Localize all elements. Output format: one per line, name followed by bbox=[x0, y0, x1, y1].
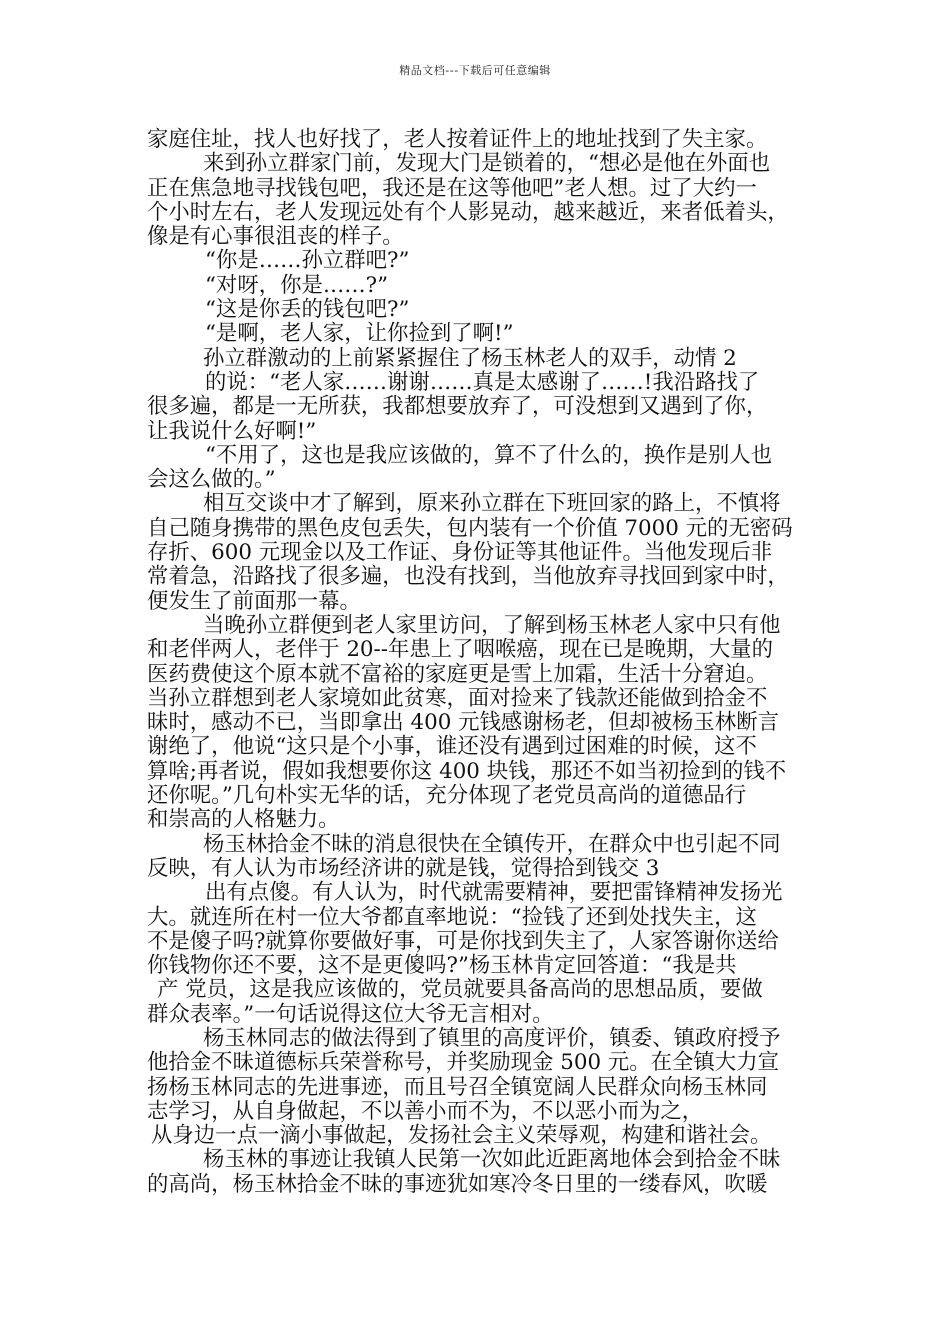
text-line: 当晚孙立群便到老人家里访问，了解到杨玉林老人家中只有他 bbox=[203, 612, 781, 638]
text-line: 便发生了前面那一幕。 bbox=[147, 588, 361, 614]
text-line: 昧时，感动不已，当即拿出 400 元钱感谢杨老，但却被杨玉林断言 bbox=[147, 710, 779, 736]
text-line: “你是……孙立群吧?” bbox=[205, 248, 410, 274]
text-line: 你钱物你还不要，这不是更傻吗?”杨玉林肯定回答道：“我是共 bbox=[147, 953, 737, 979]
text-line: 让我说什么好啊!” bbox=[147, 418, 317, 444]
text-line: 常着急，沿路找了很多遍，也没有找到，当他放弃寻找回到家中时， bbox=[147, 564, 789, 590]
text-line: 会这么做的。” bbox=[147, 467, 276, 493]
text-line: 杨玉林同志的做法得到了镇里的高度评价，镇委、镇政府授予 bbox=[203, 1025, 781, 1051]
text-line: 个小时左右，老人发现远处有个人影晃动，越来越近，来者低着头， bbox=[147, 199, 789, 225]
text-line: 和崇高的人格魅力。 bbox=[147, 807, 340, 833]
text-line: 相互交谈中才了解到，原来孙立群在下班回家的路上，不慎将 bbox=[203, 491, 781, 517]
text-line: 正在焦急地寻找钱包吧，我还是在这等他吧”老人想。过了大约一 bbox=[147, 175, 757, 201]
text-line: 产 党员，这是我应该做的，党员就要具备高尚的思想品质，要做 bbox=[157, 977, 763, 1003]
text-line: 他拾金不昧道德标兵荣誉称号，并奖励现金 500 元。在全镇大力宣 bbox=[147, 1050, 779, 1076]
text-line: 从身边一点一滴小事做起，发扬社会主义荣辱观，构建和谐社会。 bbox=[151, 1123, 772, 1149]
text-line: “这是你丢的钱包吧?” bbox=[205, 297, 410, 323]
text-line: 的说：“老人家……谢谢……真是太感谢了……!我沿路找了 bbox=[205, 369, 760, 395]
text-line: 反映，有人认为市场经济讲的就是钱，觉得拾到钱交 3 bbox=[147, 855, 660, 881]
text-line: 谢绝了，他说“这只是个小事，谁还没有遇到过困难的时候，这不 bbox=[147, 734, 757, 760]
text-line: “不用了，这也是我应该做的，算不了什么的，换作是别人也 bbox=[205, 442, 773, 468]
text-line: 很多遍，都是一无所获，我都想要放弃了，可没想到又遇到了你， bbox=[147, 394, 768, 420]
text-line: 出有点傻。有人认为，时代就需要精神，要把雷锋精神发扬光 bbox=[205, 880, 783, 906]
text-line: 不是傻子吗?就算你要做好事，可是你找到失主了，人家答谢你送给 bbox=[147, 928, 779, 954]
text-line: 孙立群激动的上前紧紧握住了杨玉林老人的双手，动情 2 bbox=[203, 345, 737, 371]
text-line: 扬杨玉林同志的先进事迹，而且号召全镇宽阔人民群众向杨玉林同 bbox=[147, 1074, 768, 1100]
text-line: 大。就连所在村一位大爷都直率地说：“捡钱了还到处找失主，这 bbox=[147, 904, 757, 930]
text-line: 存折、600 元现金以及工作证、身份证等其他证件。当他发现后非 bbox=[147, 540, 773, 566]
text-line: 杨玉林拾金不昧的消息很快在全镇传开，在群众中也引起不同 bbox=[203, 831, 781, 857]
page-header: 精品文档---下载后可任意编辑 bbox=[399, 64, 551, 77]
text-line: 还你呢。”几句朴实无华的话，充分体现了老党员高尚的道德品行 bbox=[147, 783, 747, 809]
text-line: 家庭住址，找人也好找了，老人按着证件上的地址找到了失主家。 bbox=[147, 127, 768, 152]
text-line: “对呀，你是……?” bbox=[205, 272, 389, 298]
text-line: 像是有心事很沮丧的样子。 bbox=[147, 224, 404, 250]
text-line: 群众表率。”一句话说得这位大爷无言相对。 bbox=[147, 1001, 554, 1027]
text-line: 和老伴两人，老伴于 20--年患上了咽喉癌，现在已是晚期，大量的 bbox=[147, 637, 774, 663]
text-line: 的高尚，杨玉林拾金不昧的事迹犹如寒冷冬日里的一缕春风，吹暖 bbox=[147, 1171, 768, 1197]
text-line: 来到孙立群家门前，发现大门是锁着的，“想必是他在外面也 bbox=[203, 151, 771, 177]
text-line: 算啥;再者说，假如我想要你这 400 块钱，那还不如当初捡到的钱不 bbox=[147, 758, 787, 784]
text-line: “是啊，老人家，让你捡到了啊!” bbox=[205, 321, 514, 347]
text-line: 杨玉林的事迹让我镇人民第一次如此近距离地体会到拾金不昧 bbox=[203, 1147, 781, 1173]
text-line: 志学习，从自身做起，不以善小而不为，不以恶小而为之， bbox=[147, 1098, 704, 1124]
document-body bbox=[147, 128, 807, 1197]
text-line: 自己随身携带的黑色皮包丢失，包内装有一个价值 7000 元的无密码 bbox=[147, 515, 793, 541]
text-line: 医药费使这个原本就不富裕的家庭更是雪上加霜，生活十分窘迫。 bbox=[147, 661, 768, 687]
text-line: 当孙立群想到老人家境如此贫寒，面对捡来了钱款还能做到拾金不 bbox=[147, 685, 768, 711]
